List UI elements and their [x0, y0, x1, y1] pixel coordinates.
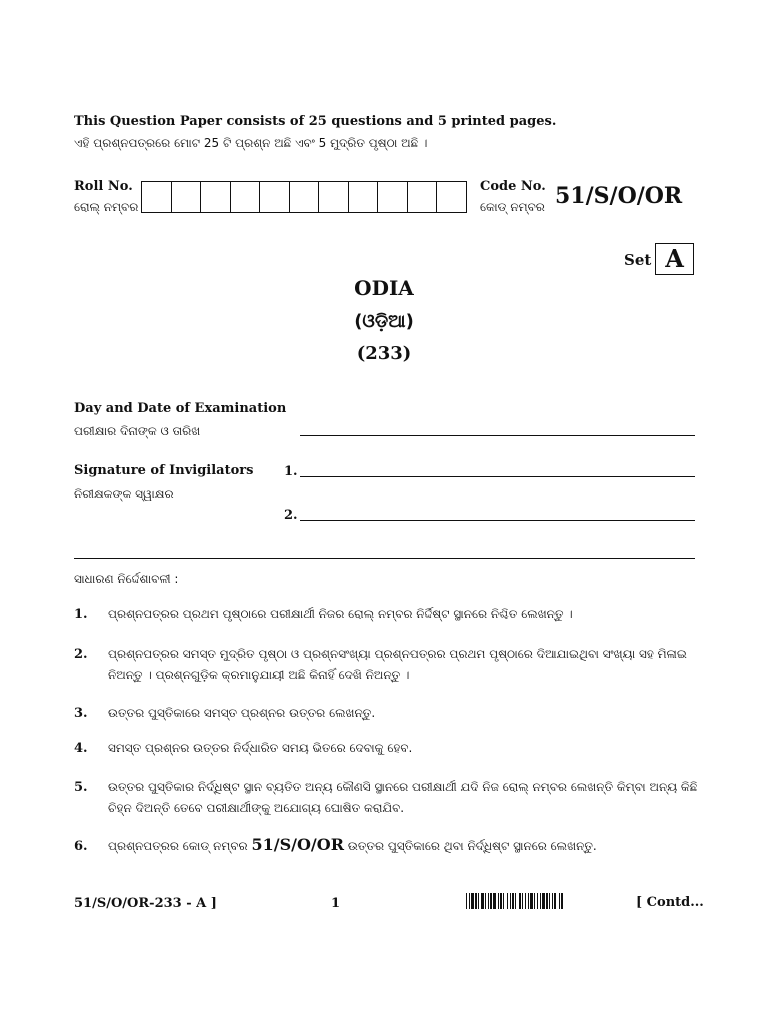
roll-number-box[interactable] [437, 182, 466, 212]
exam-date-label: Day and Date of Examination [74, 401, 287, 416]
instruction-6-text-after: ଉତ୍ତର ପୁସ୍ତିକାରେ ଥିବା ନିର୍ଦ୍ଧିଷ୍ଟ ସ୍ଥାନରେ ଲେଖନ୍ତୁ. [347, 839, 597, 853]
instruction-2-number: 2. [74, 647, 88, 662]
roll-number-box[interactable] [290, 182, 320, 212]
roll-number-box[interactable] [231, 182, 261, 212]
footer-page-number: 1 [331, 896, 341, 911]
roll-number-box[interactable] [260, 182, 290, 212]
roll-number-box[interactable] [408, 182, 438, 212]
invigilator-signature-label-odia: ନିରୀକ୍ଷକଙ୍କ ସ୍ୱାକ୍ଷର [74, 487, 174, 501]
roll-number-label: Roll No. [74, 179, 133, 194]
set-value-box: A [655, 243, 694, 275]
instruction-6-text-before: ପ୍ରଶ୍ନପତ୍ରର କୋଡ୍ ନମ୍ବର [108, 839, 248, 853]
instruction-4-number: 4. [74, 741, 88, 756]
subject-code: (233) [356, 343, 412, 364]
signature-1-number: 1. [284, 464, 298, 479]
roll-number-box[interactable] [201, 182, 231, 212]
subject-name-odia: (ଓଡ଼ିଆ) [354, 311, 414, 332]
subject-name-english: ODIA [354, 276, 414, 300]
signature-2-line[interactable] [300, 520, 695, 521]
signature-2-number: 2. [284, 508, 298, 523]
instruction-6-text [108, 834, 698, 857]
code-number-value: 51/S/O/OR [555, 183, 683, 209]
roll-number-label-odia: ରୋଲ୍ ନମ୍ବର [74, 200, 139, 214]
instruction-2-text: ପ୍ରଶ୍ନପତ୍ରର ସମସ୍ତ ମୁଦ୍ରିତ ପୃଷ୍ଠା ଓ ପ୍ରଶ୍ନସଂଖ୍ୟା ପ୍ରଶ୍ନପତ୍ରର ପ୍ରଥମ ପୃଷ୍ଠାରେ ଦିଆଯାଇଥିବା ସଂଖ୍ୟା ସହ ମିଳାଇ ନିଅନ୍ତୁ । ପ୍ରଶ୍ନଗୁଡ଼ିକ କ୍ରମାନୁଯାୟୀ ଅଛି କିନାହିଁ ଦେଖି ନିଅନ୍ତୁ । [108, 647, 687, 682]
barcode-icon [466, 893, 631, 909]
code-number-label-odia: କୋଡ୍ ନମ୍ବର [480, 200, 545, 214]
instruction-6-code: 51/S/O/OR [251, 835, 345, 854]
instruction-5-text: ଉତ୍ତର ପୁସ୍ତିକାର ନିର୍ଦ୍ଧିଷ୍ଟ ସ୍ଥାନ ବ୍ୟତିତ ଅନ୍ୟ କୌଣସି ସ୍ଥାନରେ ପରୀକ୍ଷାର୍ଥୀ ଯଦି ନିଜ ରୋଲ୍ ନମ୍ବର ଲେଖନ୍ତି କିମ୍ବା ଅନ୍ୟ କିଛି ଚିହ୍ନ ଦିଅନ୍ତି ତେବେ ପରୀକ୍ଷାର୍ଥୀଙ୍କୁ ଅଯୋଗ୍ୟ ଘୋଷିତ କରାଯିବ. [108, 780, 698, 815]
instruction-3-number: 3. [74, 706, 88, 721]
paper-summary-english: This Question Paper consists of 25 questions and 5 printed pages. [74, 114, 557, 129]
roll-number-box[interactable] [319, 182, 349, 212]
instruction-4-text: ସମସ୍ତ ପ୍ରଶ୍ନର ଉତ୍ତର ନିର୍ଦ୍ଧାରିତ ସମୟ ଭିତରେ ଦେବାକୁ ହେବ. [108, 741, 413, 755]
exam-date-label-odia: ପରୀକ୍ଷାର ଦିନାଙ୍କ ଓ ତାରିଖ [74, 424, 201, 438]
invigilator-signature-label: Signature of Invigilators [74, 463, 254, 478]
exam-date-line[interactable] [300, 435, 695, 436]
instruction-1-number: 1. [74, 607, 88, 622]
instruction-3-text: ଉତ୍ତର ପୁସ୍ତିକାରେ ସମସ୍ତ ପ୍ରଶ୍ନର ଉତ୍ତର ଲେଖନ୍ତୁ. [108, 706, 376, 720]
roll-number-box[interactable] [349, 182, 379, 212]
instruction-1-text: ପ୍ରଶ୍ନପତ୍ରର ପ୍ରଥମ ପୃଷ୍ଠାରେ ପରୀକ୍ଷାର୍ଥୀ ନିଜର ରୋଲ୍ ନମ୍ବର ନିର୍ଦ୍ଦିଷ୍ଟ ସ୍ଥାନରେ ନିଶ୍ଚିତ ଲେଖନ୍ତୁ । [108, 607, 573, 621]
general-instructions-heading: ସାଧାରଣ ନିର୍ଦ୍ଦେଶାବଳୀ : [74, 572, 179, 586]
section-divider [74, 558, 695, 559]
set-label: Set [624, 251, 652, 269]
footer-continued: [ Contd... [636, 895, 704, 910]
instruction-5-number: 5. [74, 780, 88, 795]
signature-1-line[interactable] [300, 476, 695, 477]
code-number-label: Code No. [480, 179, 546, 194]
paper-summary-odia: ଏହି ପ୍ରଶ୍ନପତ୍ରରେ ମୋଟ 25 ଟି ପ୍ରଶ୍ନ ଅଛି ଏବଂ 5 ମୁଦ୍ରିତ ପୃଷ୍ଠା ଅଛି । [74, 136, 428, 150]
roll-number-boxes[interactable] [141, 181, 467, 213]
roll-number-box[interactable] [142, 182, 172, 212]
footer-paper-code: 51/S/O/OR-233 - A ] [74, 896, 217, 911]
roll-number-box[interactable] [378, 182, 408, 212]
roll-number-box[interactable] [172, 182, 202, 212]
instruction-6-number: 6. [74, 839, 88, 854]
